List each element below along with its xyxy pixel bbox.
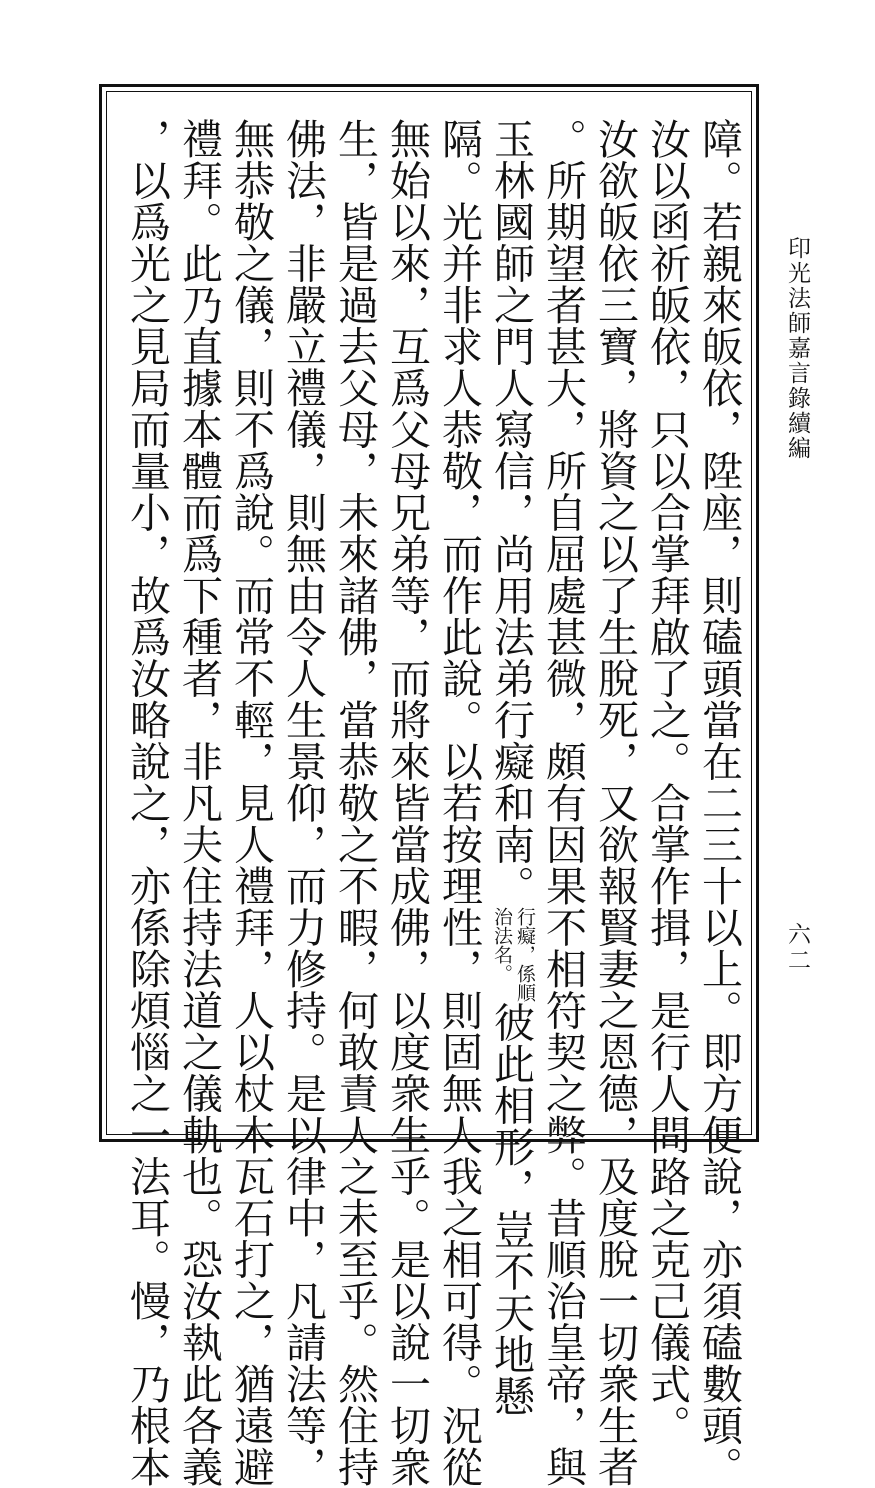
text-column-8: 生，皆是過去父母，未來諸佛，當恭敬之不暇，何敢責人之未至乎。然住持: [331, 118, 379, 1488]
column-5-before-note: 玉林國師之門人寫信，尚用法弟行癡和南。: [487, 118, 535, 907]
page-number: 六二: [784, 922, 810, 974]
text-column-7: 無始以來，互爲父母兄弟等，而將來皆當成佛，以度衆生乎。是以說一切衆: [383, 118, 431, 1488]
text-column-1: 障。若親來皈依，陞座，則磕頭當在二三十以上。即方便說，亦須磕數頭。: [695, 118, 743, 1488]
text-column-11: 禮拜。此乃直據本體而爲下種者，非凡夫住持法道之儀軌也。恐汝執此各義: [175, 118, 223, 1488]
note-line-2: 治法名。: [491, 906, 513, 983]
text-column-9: 佛法，非嚴立禮儀，則無由令人生景仰，而力修持。是以律中，凡請法等，: [279, 118, 327, 1488]
text-column-6: 隔。光并非求人恭敬，而作此說。以若按理性，則固無人我之相可得。況從: [435, 118, 483, 1488]
text-column-3: 汝欲皈依三寶，將資之以了生脫死，又欲報賢妻之恩德，及度脫一切衆生者: [591, 118, 639, 1488]
text-column-4: 。所期望者甚大，所自屈處甚微，頗有因果不相符契之弊。昔順治皇帝，與: [539, 118, 587, 1488]
text-column-5: [486, 118, 536, 1417]
book-title: 印光法師嘉言錄續編: [784, 236, 810, 461]
note-line-1: 行癡，係順: [514, 906, 536, 1002]
text-column-2: 汝以函祈皈依，只以合掌拜啟了之。合掌作揖，是行人問路之克己儀式。: [643, 118, 691, 1446]
column-5-after-note: 彼此相形，豈不天地懸: [487, 1001, 535, 1417]
text-column-12: ，以爲光之見局而量小，故爲汝略說之，亦係除煩惱之一法耳。慢，乃根本: [123, 118, 171, 1488]
text-column-10: 無恭敬之儀，則不爲說。而常不輕，見人禮拜，人以杖木瓦石打之，猶遠避: [227, 118, 275, 1488]
interlinear-note: [490, 907, 536, 1002]
